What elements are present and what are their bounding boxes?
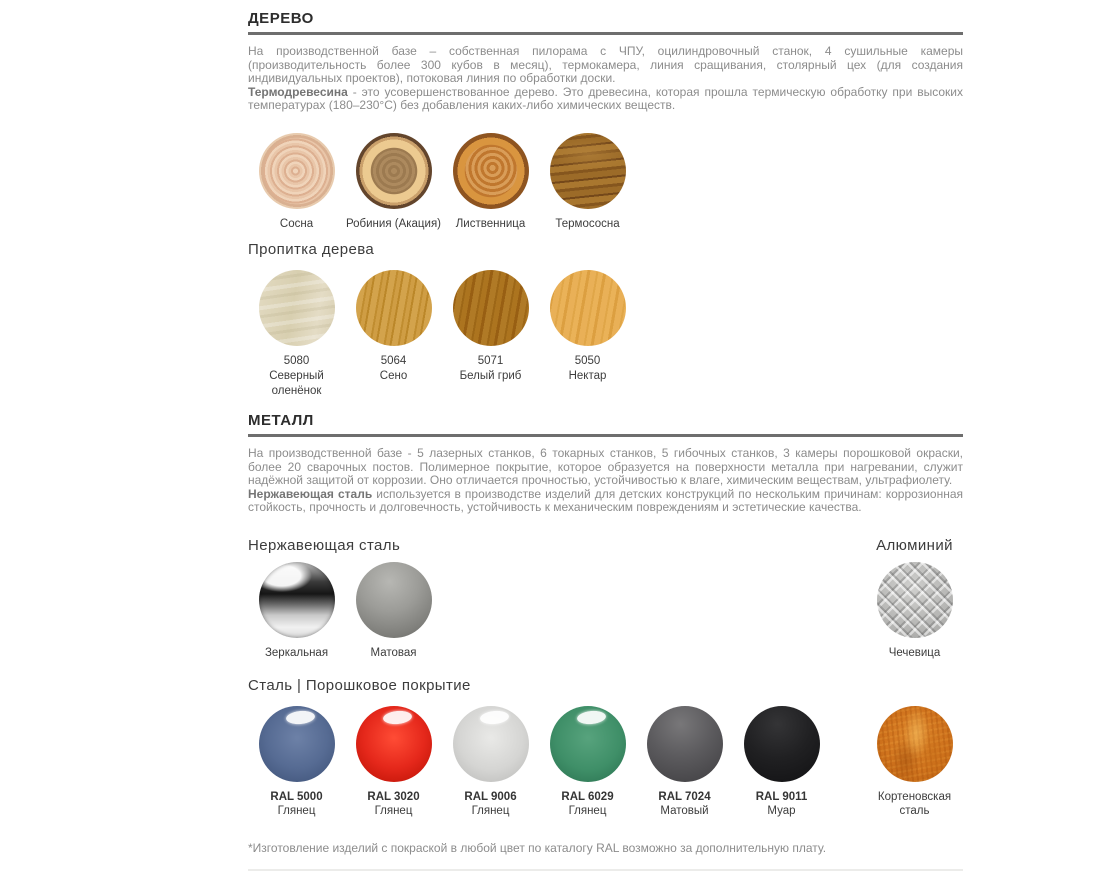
swatch-5071-image bbox=[453, 270, 529, 346]
wood-lead-term: Термодревесина bbox=[248, 84, 348, 99]
ral9006-label bbox=[464, 790, 516, 819]
powder-coating-row bbox=[248, 706, 963, 819]
powder-swatch-ral3020 bbox=[345, 706, 442, 819]
corten-steel-image bbox=[877, 706, 953, 782]
powder-swatch-ral9011 bbox=[733, 706, 830, 819]
ral5000-finish: Глянец bbox=[277, 805, 316, 818]
swatch-5071-code: 5071 bbox=[477, 355, 504, 368]
stainless-title: Нержавеющая сталь bbox=[248, 536, 401, 554]
metal-subheadings-row bbox=[248, 537, 963, 554]
ral9006-ball-image bbox=[453, 706, 529, 782]
metal-intro-paragraph bbox=[248, 447, 963, 515]
impregnation-swatch-5064 bbox=[345, 270, 442, 383]
aluminum-title: Алюминий bbox=[876, 536, 953, 554]
ral3020-code: RAL 3020 bbox=[367, 790, 420, 803]
robinia-slice-image bbox=[356, 133, 432, 209]
ral6029-finish: Глянец bbox=[568, 805, 607, 818]
mirror-steel-ball-image bbox=[259, 562, 335, 638]
mirror-steel-label: Зеркальная bbox=[264, 646, 329, 659]
page-bottom-rule bbox=[248, 869, 963, 871]
metal-lead-term: Нержавеющая сталь bbox=[248, 486, 373, 501]
ral9011-label bbox=[756, 790, 808, 819]
ral6029-code: RAL 6029 bbox=[561, 790, 614, 803]
metal-section-title: МЕТАЛЛ bbox=[248, 412, 314, 430]
robinia-label: Робиния (Акация) bbox=[345, 217, 441, 230]
ral5000-label bbox=[270, 790, 322, 819]
aluminum-swatch-lentil bbox=[866, 562, 963, 661]
aluminum-checker-plate-image bbox=[877, 562, 953, 638]
wood-swatch-larch bbox=[442, 133, 539, 232]
impregnation-swatch-5071 bbox=[442, 270, 539, 383]
ral3020-finish: Глянец bbox=[374, 805, 413, 818]
page-content bbox=[248, 0, 963, 871]
thermopine-label: Термососна bbox=[555, 217, 620, 230]
powder-swatch-ral9006 bbox=[442, 706, 539, 819]
pine-label: Сосна bbox=[279, 217, 314, 230]
powder-swatch-ral5000 bbox=[248, 706, 345, 819]
ral7024-finish: Матовый bbox=[660, 805, 709, 818]
ral9011-finish: Муар bbox=[767, 805, 796, 818]
swatch-5080-image bbox=[259, 270, 335, 346]
wood-title-rule bbox=[248, 32, 963, 35]
ral-footnote: *Изготовление изделий с покраской в любой цвет по каталогу RAL возможно за дополнительную плату. bbox=[248, 841, 827, 856]
swatch-5064-code: 5064 bbox=[380, 355, 407, 368]
powder-swatch-corten bbox=[866, 706, 963, 819]
stainless-swatch-matte bbox=[345, 562, 442, 661]
wood-intro-text: На производственной базе – собственная пилорама с ЧПУ, оцилиндровочный станок, 4 сушильные камеры (производительность более 300 кубов в месяц), термокамера, линия сращивания, столярный цех (для создания индивидуальных проектов), потоковая линия по обработки доски. bbox=[248, 44, 963, 85]
swatch-5050-name: Нектар bbox=[568, 369, 607, 382]
swatch-5080-code: 5080 bbox=[283, 355, 310, 368]
ral9011-ball-image bbox=[744, 706, 820, 782]
ral7024-code: RAL 7024 bbox=[658, 790, 711, 803]
ral5000-ball-image bbox=[259, 706, 335, 782]
ral3020-label bbox=[367, 790, 419, 819]
impregnation-swatch-5080 bbox=[248, 270, 345, 398]
metal-intro-text: На производственной базе - 5 лазерных станков, 6 токарных станков, 5 гибочных станков, 3 камеры порошковой окраски, более 20 сварочных постов. Полимерное покрытие, которое образуется на поверхности металла при нагревании, служит надёжной защитой от коррозии. Оно отличается прочностью, устойчивостью к влаге, химическим веществам, ультрафиолету. bbox=[248, 446, 963, 488]
pine-slice-image bbox=[259, 133, 335, 209]
swatch-5080-label bbox=[248, 354, 345, 398]
ral9006-finish: Глянец bbox=[471, 805, 510, 818]
wood-swatch-pine bbox=[248, 133, 345, 232]
ral3020-ball-image bbox=[356, 706, 432, 782]
ral7024-ball-image bbox=[647, 706, 723, 782]
ral6029-label bbox=[561, 790, 613, 819]
ral9011-code: RAL 9011 bbox=[755, 790, 808, 803]
impregnation-row bbox=[248, 270, 963, 398]
ral9006-code: RAL 9006 bbox=[464, 790, 517, 803]
matte-steel-label: Матовая bbox=[370, 646, 417, 659]
swatch-5080-name: Северный оленёнок bbox=[269, 369, 324, 397]
swatch-5064-name: Сено bbox=[379, 369, 408, 382]
larch-label: Лиственница bbox=[455, 217, 526, 230]
impregnation-swatch-5050 bbox=[539, 270, 636, 383]
wood-species-row bbox=[248, 133, 963, 232]
wood-intro-paragraph bbox=[248, 45, 963, 113]
stainless-swatch-mirror bbox=[248, 562, 345, 661]
swatch-5064-label bbox=[380, 354, 407, 383]
swatch-5050-label bbox=[569, 354, 607, 383]
ral5000-code: RAL 5000 bbox=[270, 790, 323, 803]
wood-swatch-robinia bbox=[345, 133, 442, 232]
larch-slice-image bbox=[453, 133, 529, 209]
swatch-5071-name: Белый гриб bbox=[459, 369, 522, 382]
wood-swatch-thermopine bbox=[539, 133, 636, 232]
swatch-5050-image bbox=[550, 270, 626, 346]
stainless-row bbox=[248, 562, 963, 661]
matte-steel-ball-image bbox=[356, 562, 432, 638]
metal-title-rule bbox=[248, 434, 963, 437]
wood-section-title: ДЕРЕВО bbox=[248, 10, 314, 27]
aluminum-lentil-label: Чечевица bbox=[888, 646, 941, 659]
powder-swatch-ral7024 bbox=[636, 706, 733, 819]
powder-swatch-ral6029 bbox=[539, 706, 636, 819]
ral6029-ball-image bbox=[550, 706, 626, 782]
metal-lead-rest: используется в производстве изделий для детских конструкций по нескольким причинам: коррозионная стойкость, прочность и долговечность, устойчивость к механическим повреждениям и эстетические качества. bbox=[248, 486, 963, 515]
ral7024-label bbox=[658, 790, 710, 819]
swatch-5064-image bbox=[356, 270, 432, 346]
impregnation-title: Пропитка дерева bbox=[248, 241, 375, 259]
powder-coating-title: Сталь | Порошковое покрытие bbox=[248, 676, 471, 694]
swatch-5050-code: 5050 bbox=[574, 355, 601, 368]
wood-lead-rest: - это усовершенствованное дерево. Это древесина, которая прошла термическую обработку при высоких температурах (180–230°С) без добавления каких-либо химических веществ. bbox=[248, 84, 963, 112]
corten-label: Кортеновская сталь bbox=[877, 790, 952, 818]
thermopine-slice-image bbox=[550, 133, 626, 209]
swatch-5071-label bbox=[460, 354, 522, 383]
